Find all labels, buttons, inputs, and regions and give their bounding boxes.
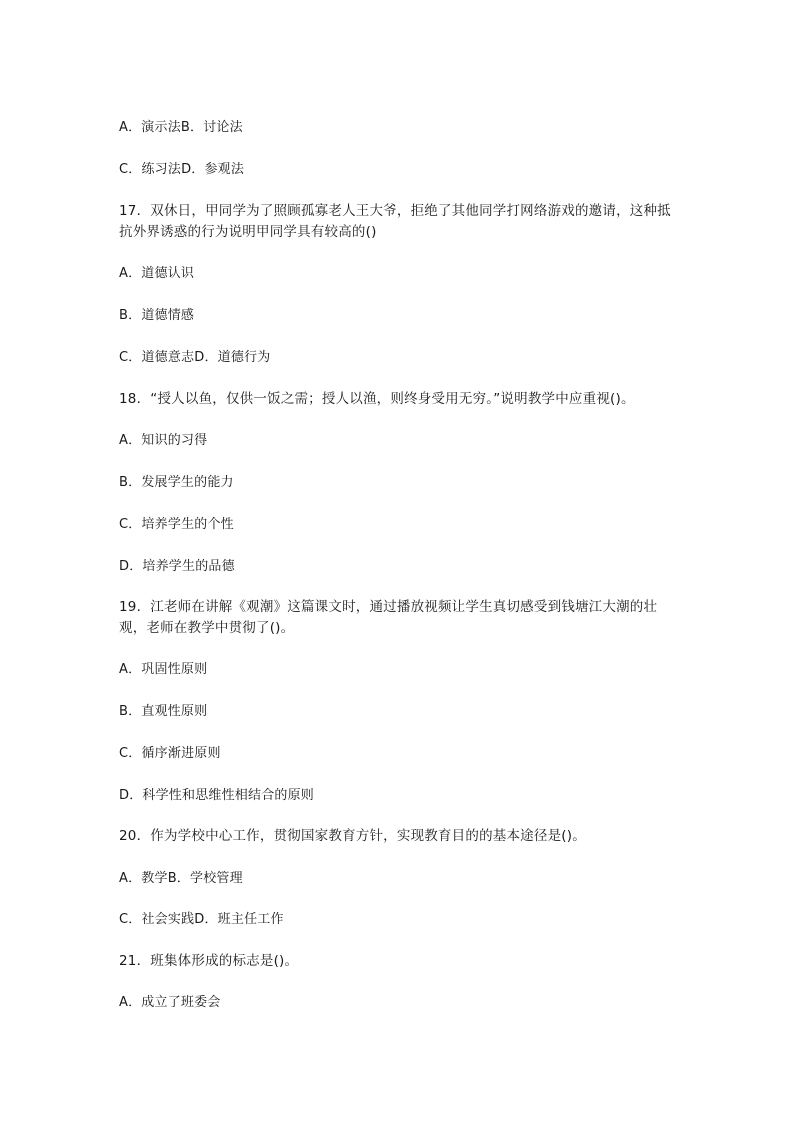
option-line: A．演示法B．讨论法 — [119, 120, 243, 135]
option-line: A．教学B．学校管理 — [119, 871, 243, 886]
option-line: B．发展学生的能力 — [119, 475, 234, 490]
question-19: 19．江老师在讲解《观潮》这篇课文时，通过播放视频让学生真切感受到钱塘江大潮的壮观，老师在教学中贯彻了()。 — [119, 599, 658, 636]
option-line: D．科学性和思维性相结合的原则 — [119, 788, 315, 803]
question-18: 18．“授人以鱼，仅供一饭之需；授人以渔，则终身受用无穷。”说明教学中应重视()。 — [119, 391, 635, 407]
option-line: C．道德意志D．道德行为 — [119, 350, 271, 365]
option-line: A．巩固性原则 — [119, 662, 208, 677]
option-line: C．练习法D．参观法 — [119, 162, 245, 177]
option-line: C．社会实践D．班主任工作 — [119, 912, 284, 927]
option-line: C．培养学生的个性 — [119, 517, 234, 532]
option-line: A．知识的习得 — [119, 433, 208, 448]
option-line: A．道德认识 — [119, 266, 195, 281]
option-line: D．培养学生的品德 — [119, 559, 235, 574]
question-20: 20．作为学校中心工作，贯彻国家教育方针，实现教育目的的基本途径是()。 — [119, 828, 586, 844]
question-21: 21．班集体形成的标志是()。 — [119, 953, 299, 969]
option-line: B．道德情感 — [119, 308, 195, 323]
option-line: C．循序渐进原则 — [119, 746, 221, 761]
question-17: 17．双休日，甲同学为了照顾孤寡老人王大爷，拒绝了其他同学打网络游戏的邀请，这种抵抗外界诱惑的行为说明甲同学具有较高的() — [119, 203, 671, 240]
option-line: B．直观性原则 — [119, 704, 208, 719]
option-line: A．成立了班委会 — [119, 995, 221, 1010]
